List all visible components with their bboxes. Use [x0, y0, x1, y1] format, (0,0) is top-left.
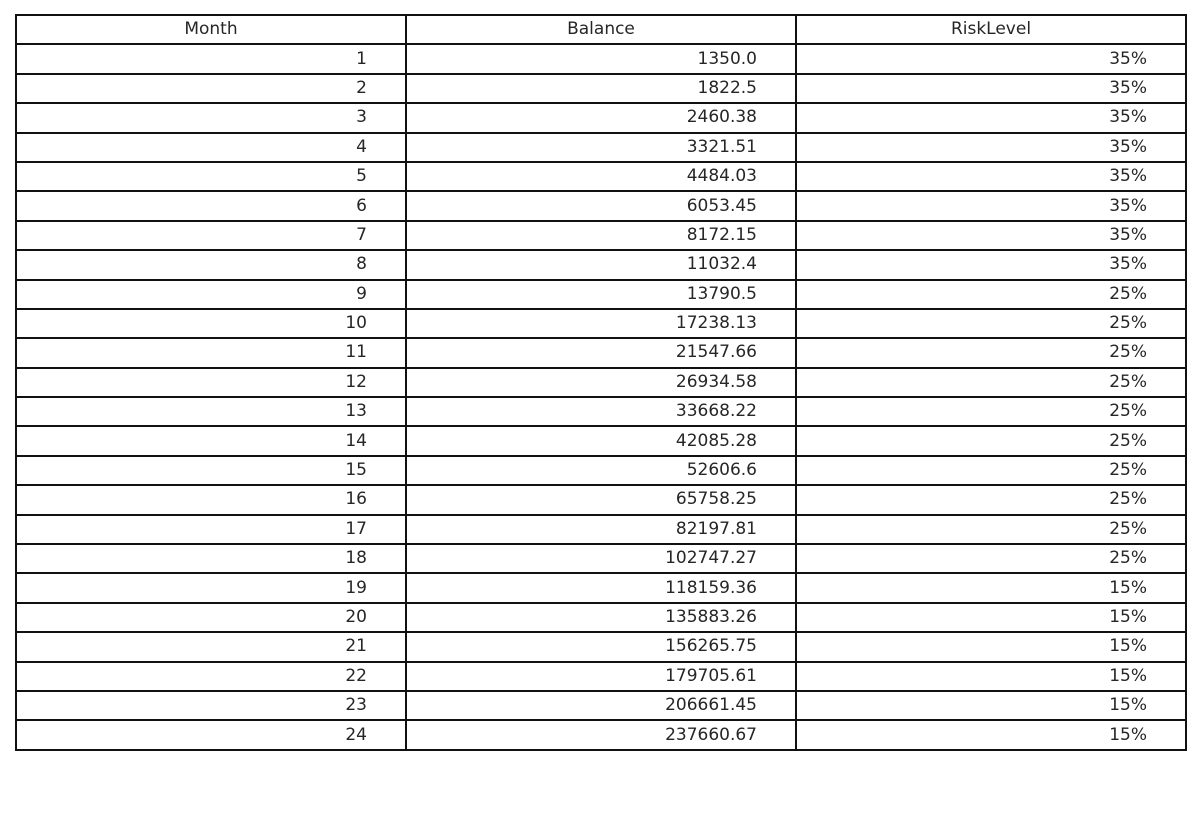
- month-cell: 6: [16, 191, 406, 220]
- month-cell: 7: [16, 221, 406, 250]
- balance-cell: 33668.22: [406, 397, 796, 426]
- risklevel-cell: 25%: [796, 485, 1186, 514]
- table-body: [16, 44, 1186, 749]
- balance-cell: 11032.4: [406, 250, 796, 279]
- balance-cell: 26934.58: [406, 368, 796, 397]
- risklevel-cell: 15%: [796, 632, 1186, 661]
- balance-cell: 3321.51: [406, 133, 796, 162]
- month-cell: 22: [16, 662, 406, 691]
- risklevel-cell: 25%: [796, 456, 1186, 485]
- table-row: [16, 397, 1186, 426]
- table-row: [16, 74, 1186, 103]
- table-row: [16, 133, 1186, 162]
- risklevel-cell: 25%: [796, 368, 1186, 397]
- balance-cell: 206661.45: [406, 691, 796, 720]
- table-row: [16, 544, 1186, 573]
- header-row: [16, 15, 1186, 44]
- table-row: [16, 103, 1186, 132]
- table-row: [16, 338, 1186, 367]
- table-row: [16, 720, 1186, 749]
- balance-cell: 179705.61: [406, 662, 796, 691]
- month-cell: 9: [16, 280, 406, 309]
- balance-cell: 21547.66: [406, 338, 796, 367]
- table-row: [16, 573, 1186, 602]
- balance-cell: 102747.27: [406, 544, 796, 573]
- risklevel-cell: 25%: [796, 309, 1186, 338]
- balance-cell: 42085.28: [406, 426, 796, 455]
- balance-cell: 1350.0: [406, 44, 796, 73]
- balance-cell: 135883.26: [406, 603, 796, 632]
- month-cell: 11: [16, 338, 406, 367]
- month-cell: 17: [16, 515, 406, 544]
- table-row: [16, 309, 1186, 338]
- table-row: [16, 662, 1186, 691]
- table-row: [16, 691, 1186, 720]
- risklevel-cell: 35%: [796, 103, 1186, 132]
- balance-cell: 2460.38: [406, 103, 796, 132]
- month-cell: 4: [16, 133, 406, 162]
- balance-cell: 156265.75: [406, 632, 796, 661]
- risklevel-cell: 25%: [796, 426, 1186, 455]
- table-row: [16, 250, 1186, 279]
- balance-cell: 17238.13: [406, 309, 796, 338]
- month-cell: 18: [16, 544, 406, 573]
- month-cell: 1: [16, 44, 406, 73]
- month-cell: 16: [16, 485, 406, 514]
- month-cell: 8: [16, 250, 406, 279]
- risklevel-cell: 15%: [796, 720, 1186, 749]
- table-header: [16, 15, 1186, 44]
- month-cell: 10: [16, 309, 406, 338]
- table-row: [16, 456, 1186, 485]
- table-row: [16, 162, 1186, 191]
- data-table-container: [15, 14, 1185, 751]
- risklevel-cell: 25%: [796, 280, 1186, 309]
- table-row: [16, 191, 1186, 220]
- month-cell: 21: [16, 632, 406, 661]
- balance-cell: 52606.6: [406, 456, 796, 485]
- risklevel-cell: 35%: [796, 191, 1186, 220]
- column-header-month: Month: [16, 15, 406, 44]
- month-cell: 3: [16, 103, 406, 132]
- month-cell: 14: [16, 426, 406, 455]
- risklevel-cell: 35%: [796, 250, 1186, 279]
- month-cell: 2: [16, 74, 406, 103]
- risklevel-cell: 35%: [796, 162, 1186, 191]
- table-row: [16, 632, 1186, 661]
- risklevel-cell: 15%: [796, 603, 1186, 632]
- risklevel-cell: 15%: [796, 662, 1186, 691]
- risklevel-cell: 35%: [796, 44, 1186, 73]
- table-row: [16, 44, 1186, 73]
- table-row: [16, 426, 1186, 455]
- table-row: [16, 368, 1186, 397]
- balance-cell: 13790.5: [406, 280, 796, 309]
- month-cell: 13: [16, 397, 406, 426]
- risklevel-cell: 25%: [796, 397, 1186, 426]
- risklevel-cell: 25%: [796, 515, 1186, 544]
- table-row: [16, 603, 1186, 632]
- balance-cell: 82197.81: [406, 515, 796, 544]
- risklevel-cell: 15%: [796, 573, 1186, 602]
- risklevel-cell: 35%: [796, 133, 1186, 162]
- balance-cell: 4484.03: [406, 162, 796, 191]
- table-row: [16, 221, 1186, 250]
- risklevel-cell: 25%: [796, 544, 1186, 573]
- balance-cell: 8172.15: [406, 221, 796, 250]
- table-row: [16, 485, 1186, 514]
- risklevel-cell: 35%: [796, 74, 1186, 103]
- balance-cell: 237660.67: [406, 720, 796, 749]
- month-cell: 19: [16, 573, 406, 602]
- data-table: [15, 14, 1187, 751]
- table-row: [16, 515, 1186, 544]
- risklevel-cell: 25%: [796, 338, 1186, 367]
- balance-cell: 1822.5: [406, 74, 796, 103]
- balance-cell: 118159.36: [406, 573, 796, 602]
- month-cell: 23: [16, 691, 406, 720]
- month-cell: 15: [16, 456, 406, 485]
- table-row: [16, 280, 1186, 309]
- month-cell: 12: [16, 368, 406, 397]
- column-header-risklevel: RiskLevel: [796, 15, 1186, 44]
- balance-cell: 65758.25: [406, 485, 796, 514]
- risklevel-cell: 15%: [796, 691, 1186, 720]
- column-header-balance: Balance: [406, 15, 796, 44]
- month-cell: 20: [16, 603, 406, 632]
- risklevel-cell: 35%: [796, 221, 1186, 250]
- month-cell: 24: [16, 720, 406, 749]
- month-cell: 5: [16, 162, 406, 191]
- balance-cell: 6053.45: [406, 191, 796, 220]
